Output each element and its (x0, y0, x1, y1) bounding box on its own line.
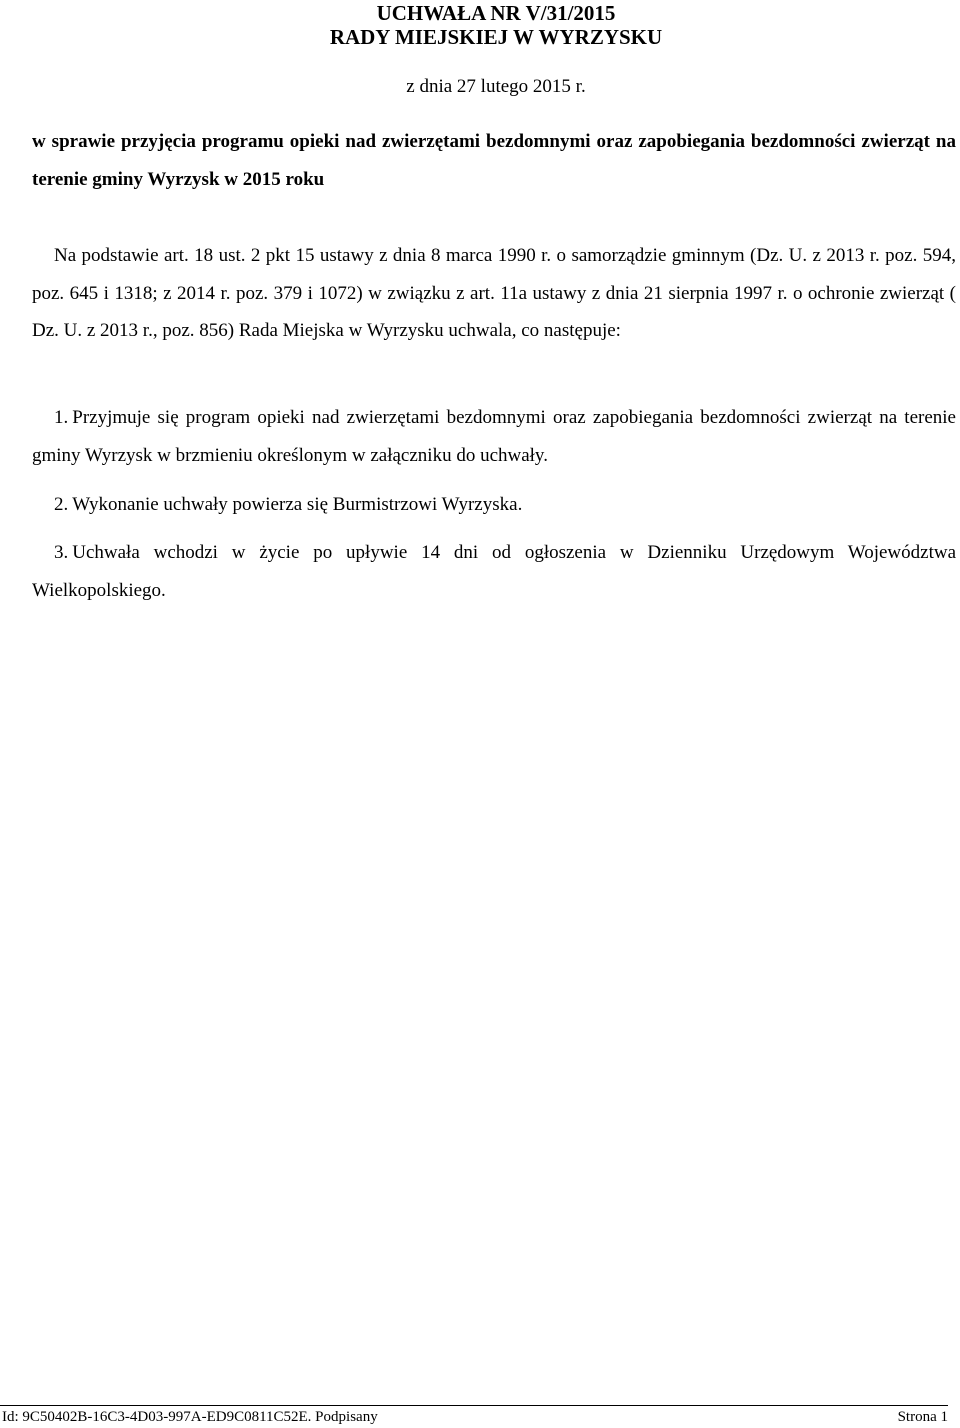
section-text: Wykonanie uchwały powierza się Burmistrzowi Wyrzyska. (72, 494, 523, 515)
resolution-title: UCHWAŁA NR V/31/2015 (376, 1, 616, 25)
section-text: Przyjmuje się program opieki nad zwierzętami bezdomnymi oraz zapobiegania bezdomności zwierząt na terenie gminy Wyrzysk w brzmieniu określonym w załączniku do uchwały. (32, 407, 956, 466)
section-number: 3. (54, 542, 69, 563)
section-text: Uchwała wchodzi w życie po upływie 14 dni od ogłoszenia w Dzienniku Urzędowym Województwa Wielkopolskiego. (32, 542, 956, 601)
page-number: Strona 1 (897, 1409, 948, 1425)
council-name: RADY MIEJSKIEJ W WYRZYSKU (329, 25, 663, 49)
section-2 (32, 486, 956, 524)
resolution-subject: w sprawie przyjęcia programu opieki nad zwierzętami bezdomnymi oraz zapobiegania bezdomności zwierząt na terenie gminy Wyrzysk w 2015 roku (32, 131, 956, 190)
section-1 (32, 399, 956, 474)
legal-basis-paragraph: Na podstawie art. 18 ust. 2 pkt 15 ustawy z dnia 8 marca 1990 r. o samorządzie gminnym (Dz. U. z 2013 r. poz. 594, poz. 645 i 1318; z 2014 r. poz. 379 i 1072) w związku z art. 11a ustawy z dnia 21 sierpnia 1997 r. o ochronie zwierząt ( Dz. U. z 2013 r., poz. 856) Rada Miejska w Wyrzysku uchwala, co następuje: (32, 245, 956, 341)
document-id: Id: 9C50402B-16C3-4D03-997A-ED9C0811C52E. Podpisany (2, 1409, 378, 1425)
resolution-date: z dnia 27 lutego 2015 r. (406, 76, 586, 97)
footer-divider (0, 1405, 948, 1406)
section-3 (32, 534, 956, 609)
section-number: 2. (54, 494, 69, 515)
section-number: 1. (54, 407, 69, 428)
